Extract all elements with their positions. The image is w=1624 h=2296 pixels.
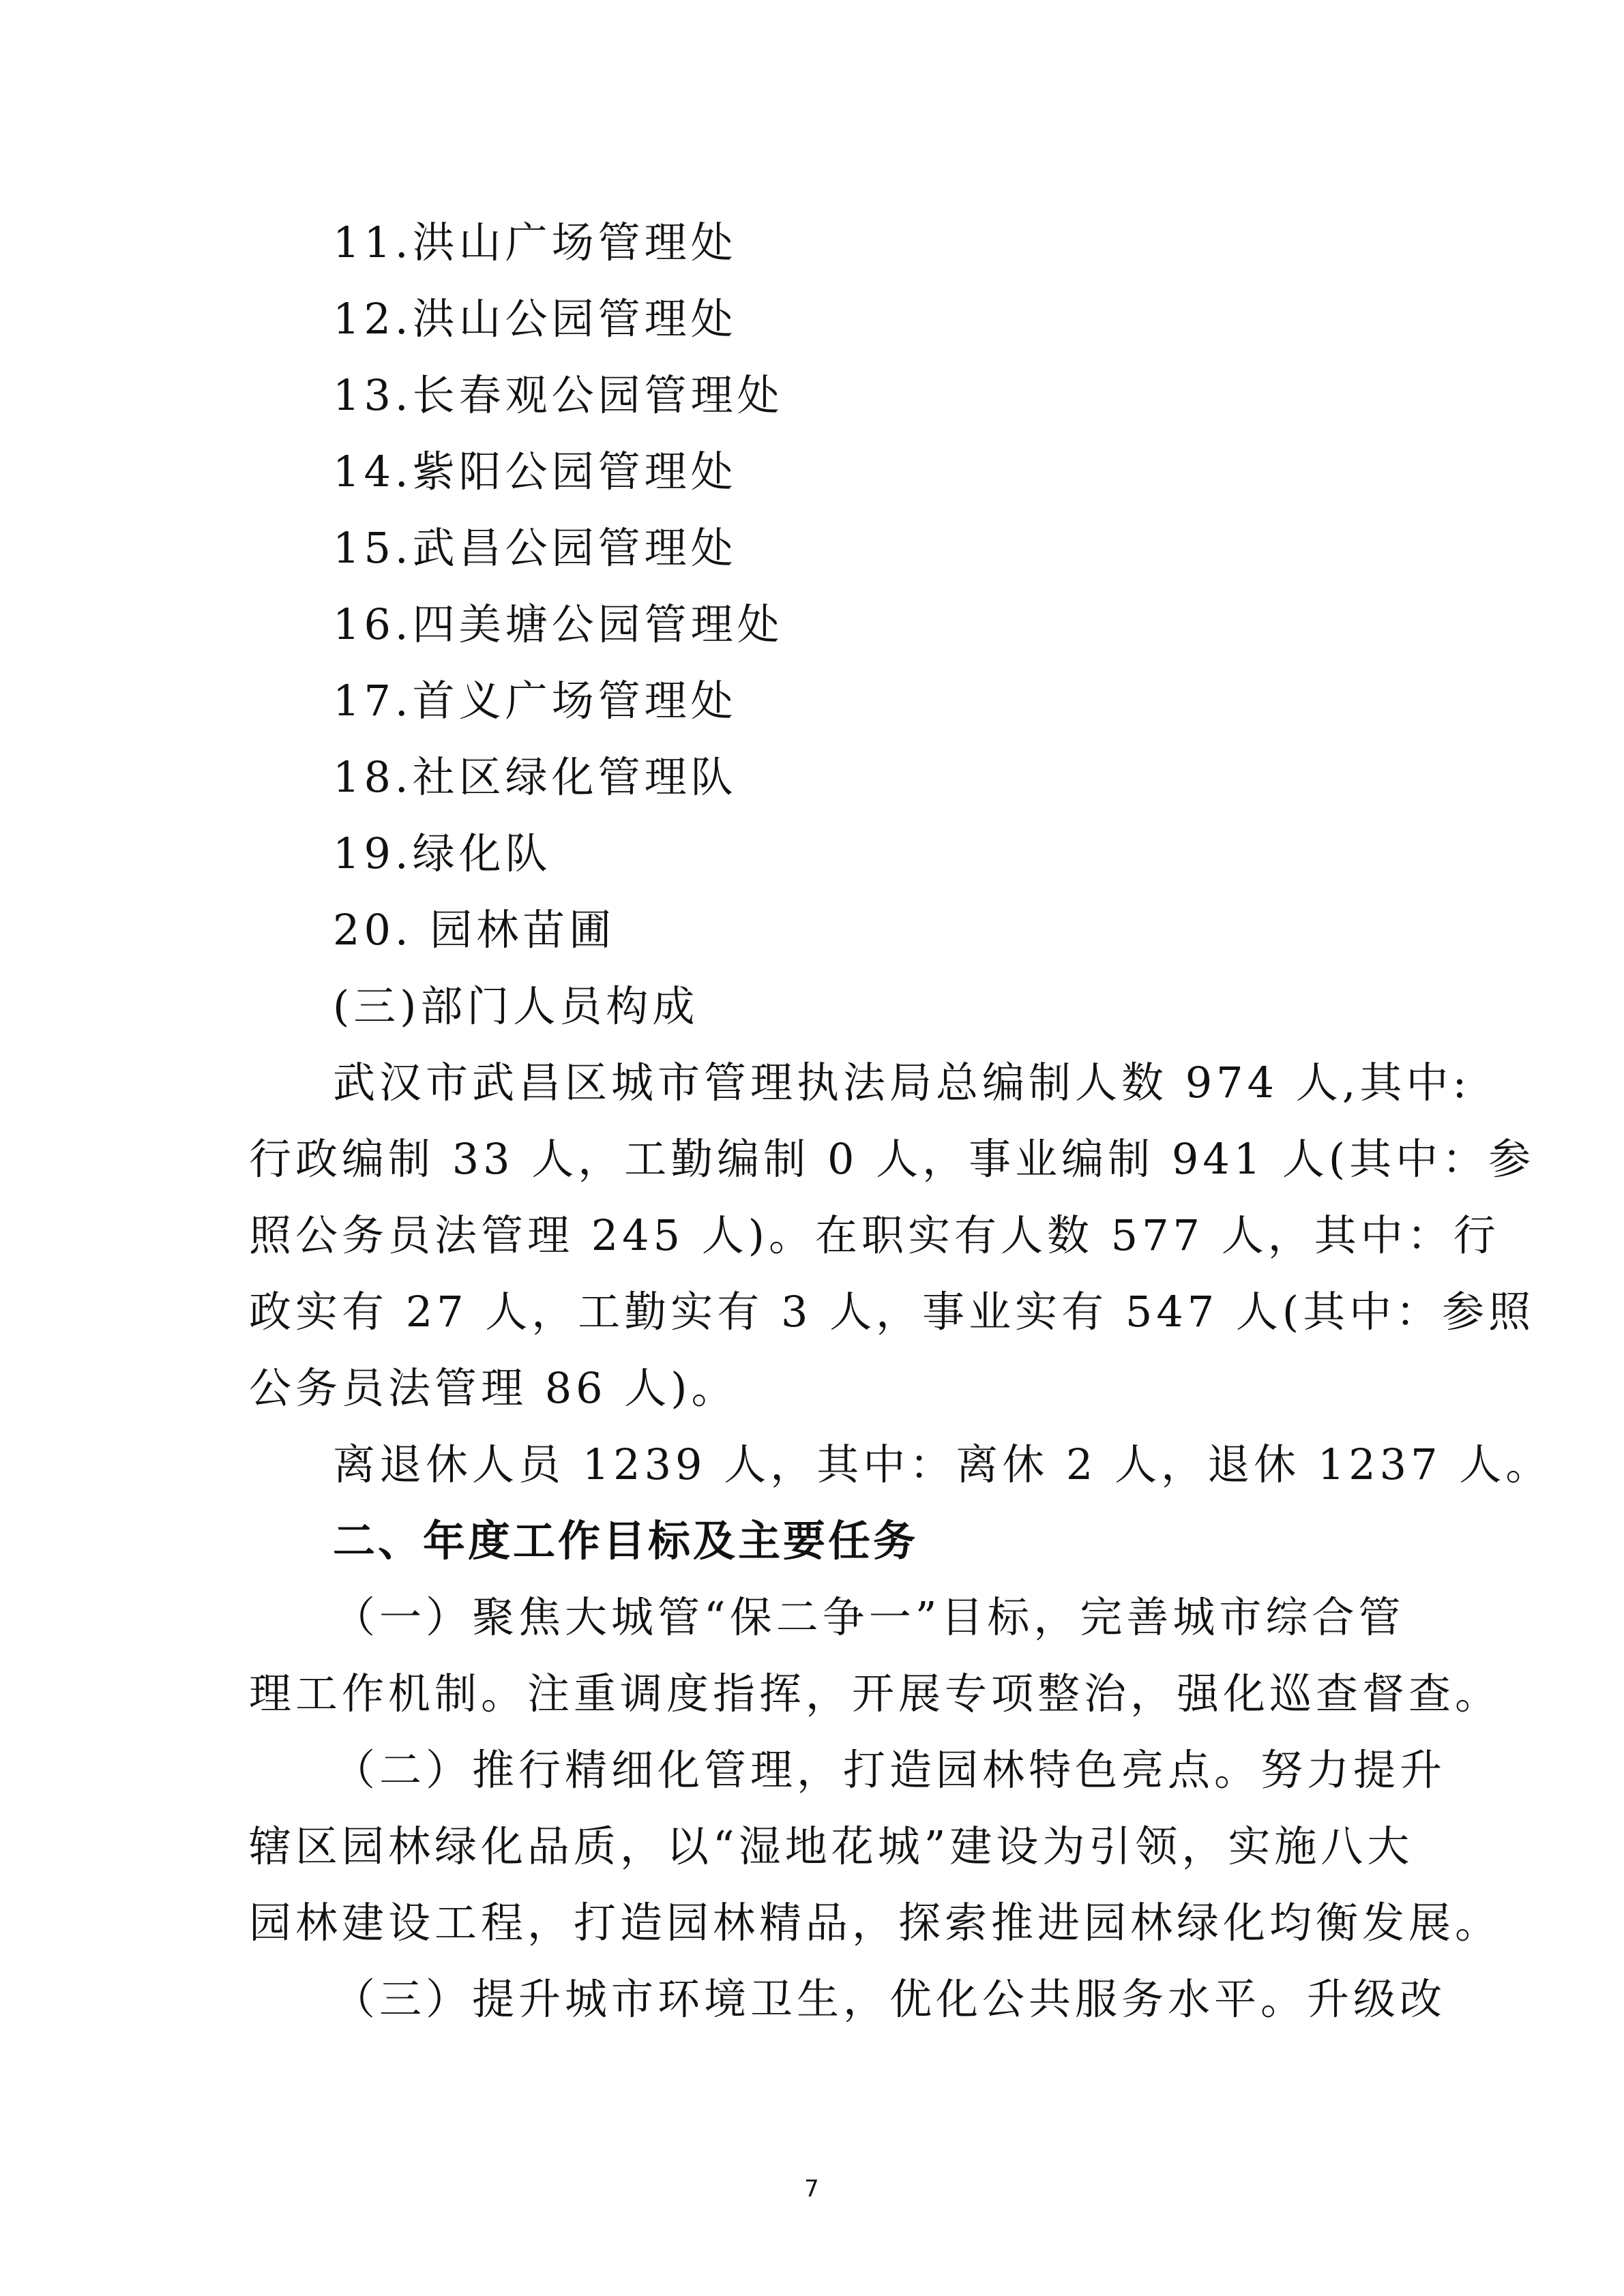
page-number: 7 (804, 2175, 819, 2203)
section-heading-staff: (三)部门人员构成 (333, 981, 699, 1031)
list-item: 17.首义广场管理处 (333, 676, 737, 726)
staffing-paragraph-line: 照公务员法管理 245 人)。在职实有人数 577 人，其中：行 (249, 1210, 1500, 1260)
staffing-paragraph-line: 行政编制 33 人，工勤编制 0 人，事业编制 941 人(其中：参 (249, 1134, 1535, 1184)
list-item: 11.洪山广场管理处 (333, 218, 737, 267)
list-item: 19.绿化队 (333, 829, 552, 878)
goal-paragraph-line: 辖区园林绿化品质，以“湿地花城”建设为引领，实施八大 (249, 1821, 1414, 1871)
goal-paragraph-line: （三）提升城市环境卫生，优化公共服务水平。升级改 (333, 1974, 1447, 2024)
list-item: 18.社区绿化管理队 (333, 752, 737, 802)
staffing-paragraph-line: 公务员法管理 86 人)。 (249, 1363, 738, 1413)
retiree-paragraph: 离退休人员 1239 人，其中：离休 2 人，退休 1237 人。 (333, 1440, 1552, 1489)
goal-paragraph-line: （一）聚焦大城管“保二争一”目标，完善城市综合管 (333, 1592, 1405, 1642)
staffing-paragraph-line: 政实有 27 人，工勤实有 3 人，事业实有 547 人(其中：参照 (249, 1287, 1535, 1337)
goal-paragraph-line: 理工作机制。注重调度指挥，开展专项整治，强化巡查督查。 (249, 1669, 1502, 1718)
list-item: 13.长春观公园管理处 (333, 370, 784, 420)
list-item: 12.洪山公园管理处 (333, 294, 737, 344)
staffing-paragraph-line: 武汉市武昌区城市管理执法局总编制人数 974 人,其中: (333, 1058, 1471, 1107)
goal-paragraph-line: （二）推行精细化管理，打造园林特色亮点。努力提升 (333, 1745, 1447, 1795)
goal-paragraph-line: 园林建设工程，打造园林精品，探索推进园林绿化均衡发展。 (249, 1898, 1502, 1948)
list-item: 14.紫阳公园管理处 (333, 447, 737, 496)
major-heading-goals: 二、年度工作目标及主要任务 (333, 1516, 919, 1566)
list-item: 15.武昌公园管理处 (333, 523, 737, 573)
list-item: 20. 园林苗圃 (333, 905, 616, 955)
list-item: 16.四美塘公园管理处 (333, 599, 784, 649)
